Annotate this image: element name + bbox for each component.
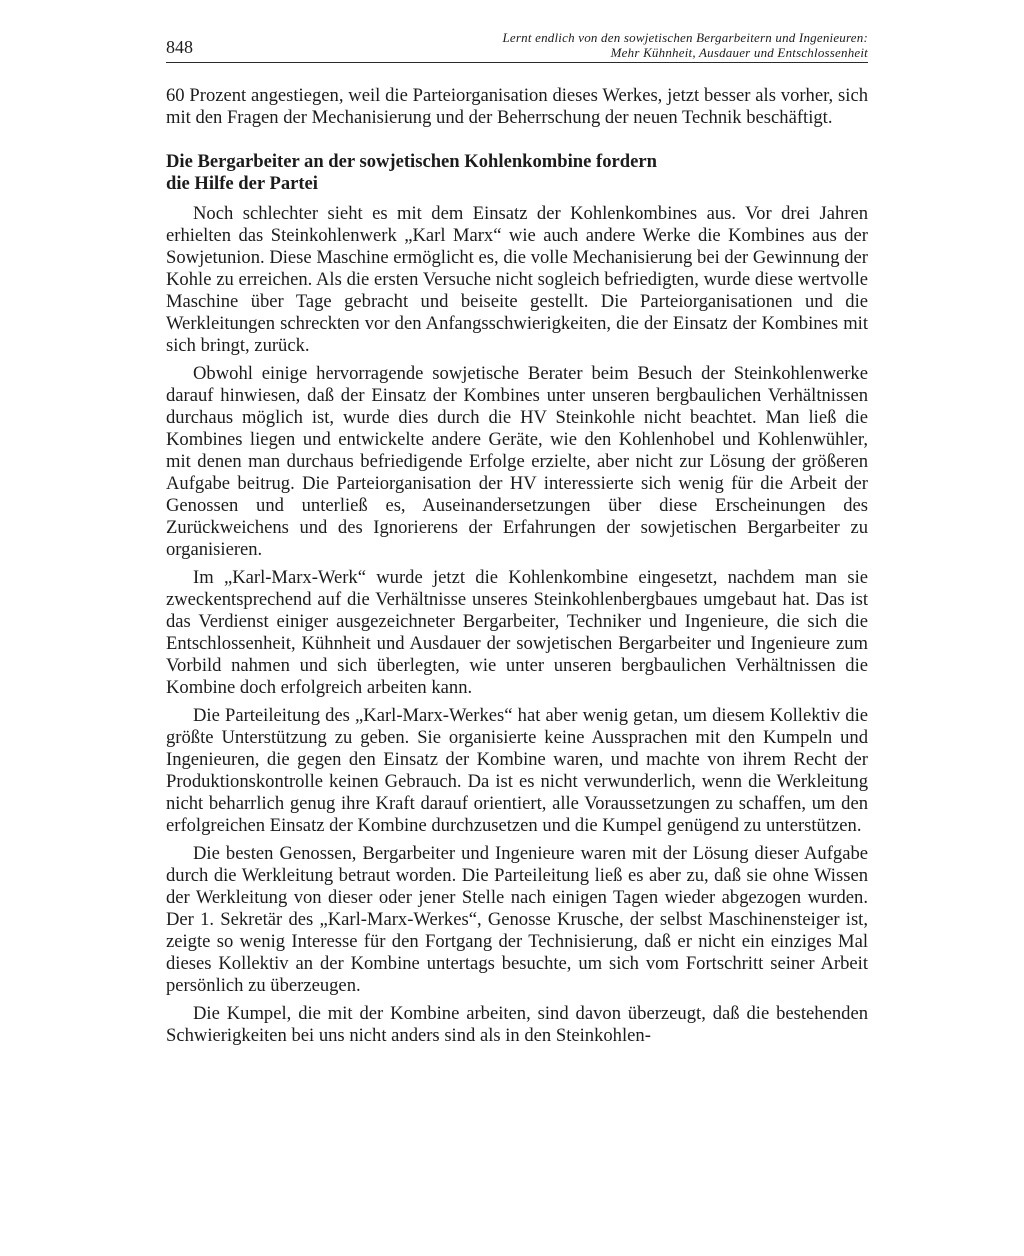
page-number: 848 bbox=[166, 37, 193, 57]
section-heading-line-2: die Hilfe der Partei bbox=[166, 173, 318, 194]
section-heading bbox=[166, 151, 868, 195]
paragraph: Die Parteileitung des „Karl-Marx-Werkes“ hat aber wenig getan, um diesem Kollektiv die größte Unterstützung zu geben. Sie organisierte keine Aussprachen mit den Kumpeln und Ingenieuren, die gegen den Einsatz der Kombine waren, und machte von ihrem Recht der Produktionskontrolle keinen Gebrauch. Da ist es nicht verwunderlich, wenn die Werkleitung nicht beharrlich genug ihre Kraft darauf orientiert, alle Voraussetzungen zu schaffen, um den erfolgreichen Einsatz der Kombine durchzusetzen und die Kumpel genügend zu unterstützen. bbox=[166, 705, 868, 836]
paragraph: Die Kumpel, die mit der Kombine arbeiten, sind davon überzeugt, daß die bestehenden Schwierigkeiten bei uns nicht anders sind als in den Steinkohlen- bbox=[166, 1003, 868, 1046]
paragraph: Obwohl einige hervorragende sowjetische Berater beim Besuch der Steinkohlenwerke darauf hinwiesen, daß der Einsatz der Kombines unter unseren bergbaulichen Verhältnissen durchaus möglich ist, wurde dies durch die HV Steinkohle nicht beachtet. Man ließ die Kombines liegen und entwickelte andere Geräte, wie den Kohlenhobel und Kohlenwühler, mit denen man durchaus befriedigende Erfolge erzielte, aber nicht zur Lösung der größeren Aufgabe beitrug. Die Parteiorganisation der HV interessierte sich wenig für die Arbeit der Genossen und unterließ es, Auseinandersetzungen über diese Erscheinungen des Zurückweichens und des Ignorierens der Erfahrungen der sowjetischen Bergarbeiter zu organisieren. bbox=[166, 363, 868, 560]
body-text bbox=[166, 85, 868, 1047]
paragraph-continued: 60 Prozent angestiegen, weil die Parteiorganisation dieses Werkes, jetzt besser als vorher, sich mit den Fragen der Mechanisierung und der Beherrschung der neuen Technik beschäftigt. bbox=[166, 85, 868, 128]
running-header bbox=[166, 30, 868, 63]
paragraph: Im „Karl-Marx-Werk“ wurde jetzt die Kohlenkombine eingesetzt, nachdem man sie zweckentsprechend auf die Verhältnisse unseres Steinkohlenbergbaues umgebaut hat. Das ist das Verdienst einiger ausgezeichneter Bergarbeiter, Techniker und Ingenieure, die sich die Entschlossenheit, Kühnheit und Ausdauer der sowjetischen Bergarbeiter und Ingenieure zum Vorbild nahmen und sich überlegten, wie unter unseren bergbaulichen Verhältnissen die Kombine doch erfolgreich arbeiten kann. bbox=[166, 567, 868, 698]
section-heading-line-1: Die Bergarbeiter an der sowjetischen Kohlenkombine fordern bbox=[166, 151, 657, 172]
running-header-title-line-2: Mehr Kühnheit, Ausdauer und Entschlossenheit bbox=[610, 45, 868, 60]
paragraph: Noch schlechter sieht es mit dem Einsatz der Kohlenkombines aus. Vor drei Jahren erhielten das Steinkohlenwerk „Karl Marx“ wie auch andere Werke die Kombines aus der Sowjetunion. Diese Maschine ermöglicht es, die volle Mechanisierung bei der Gewinnung der Kohle zu erreichen. Als die ersten Versuche nicht sogleich befriedigten, wurde diese wertvolle Maschine über Tage gebracht und beiseite gestellt. Die Parteiorganisationen und die Werkleitungen schreckten vor den Anfangsschwierigkeiten, die der Einsatz der Kombines mit sich bringt, zurück. bbox=[166, 203, 868, 356]
paragraph: Die besten Genossen, Bergarbeiter und Ingenieure waren mit der Lösung dieser Aufgabe durch die Werkleitung betraut worden. Die Parteileitung ließ es aber zu, daß sie ohne Wissen der Werkleitung von dieser oder jener Stelle nach einigen Tagen wieder abgezogen wurden. Der 1. Sekretär des „Karl-Marx-Werkes“, Genosse Krusche, der selbst Maschinensteiger ist, zeigte so wenig Interesse für den Fortgang der Technisierung, daß er nicht ein einziges Mal dieses Kollektiv an der Kombine untertags besuchte, um sich vom Fortschritt seiner Arbeit persönlich zu überzeugen. bbox=[166, 843, 868, 996]
running-header-title bbox=[503, 30, 869, 60]
running-header-title-line-1: Lernt endlich von den sowjetischen Bergarbeitern und Ingenieuren: bbox=[502, 30, 868, 45]
document-page bbox=[166, 30, 868, 1053]
